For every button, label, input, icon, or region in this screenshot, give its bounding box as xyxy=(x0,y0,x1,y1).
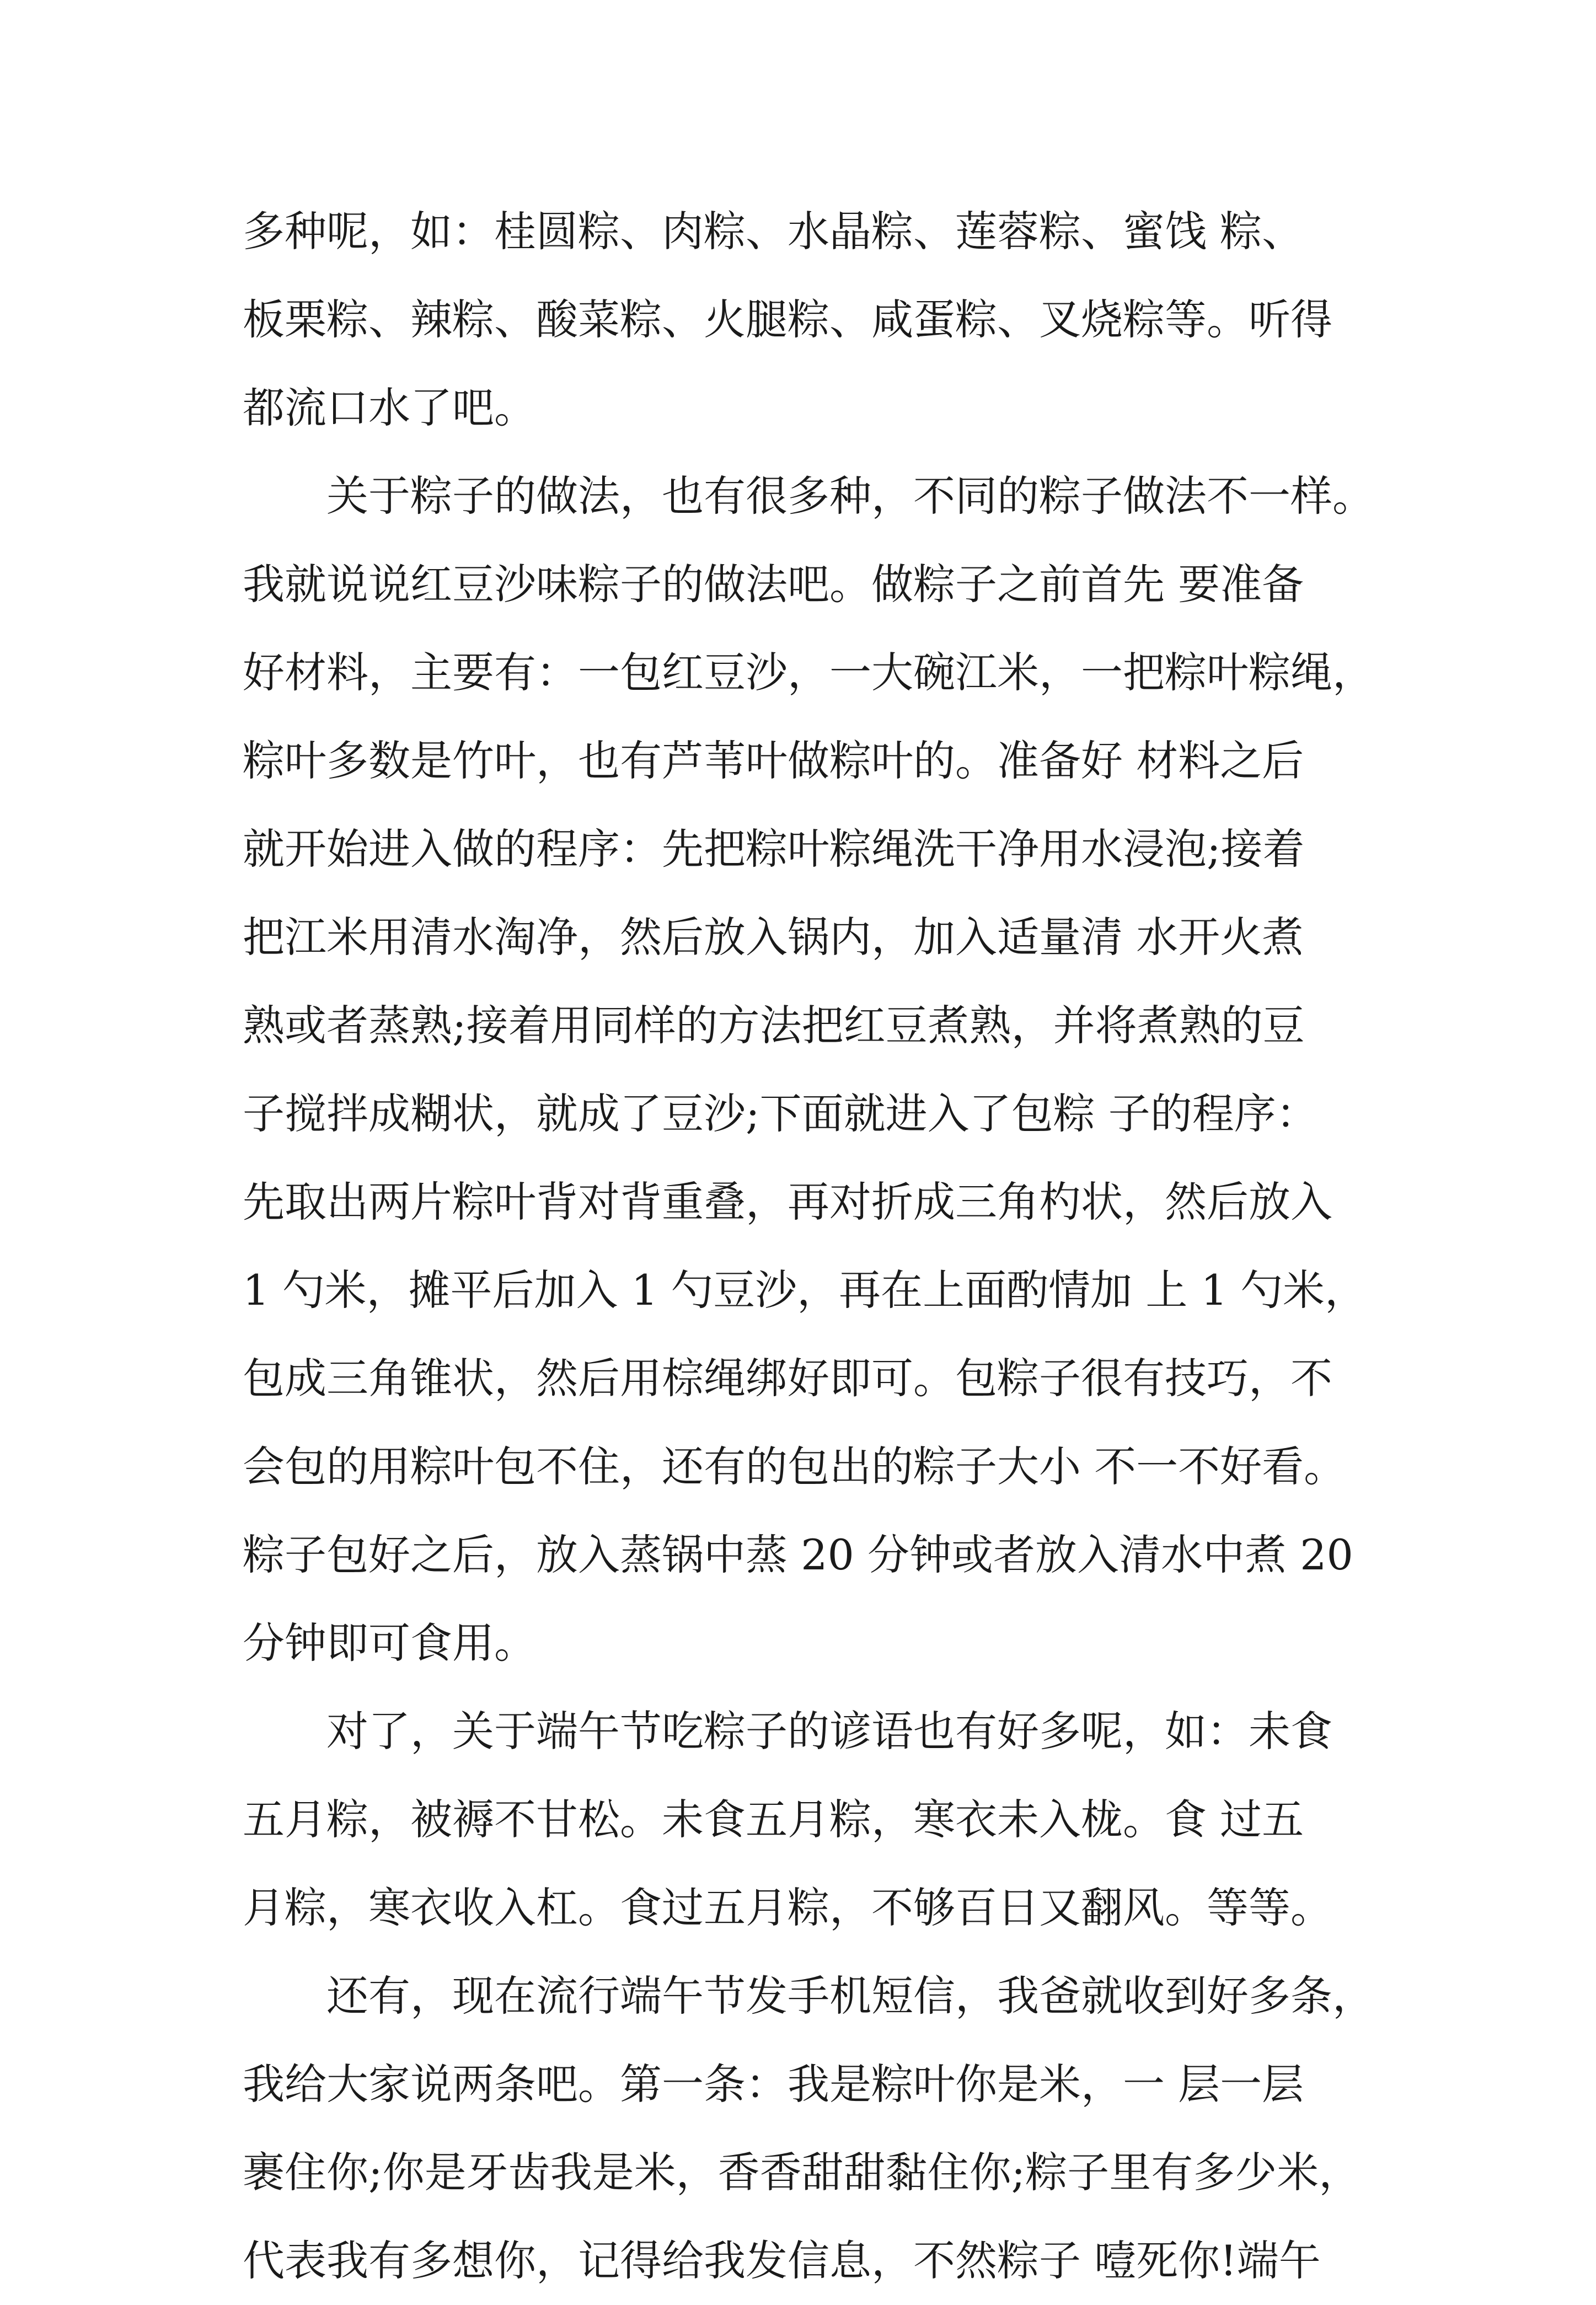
text-line: 关于粽子的做法，也有很多种，不同的粽子做法不一样。 xyxy=(243,471,1374,521)
text-line: 好材料，主要有：一包红豆沙，一大碗江米，一把粽叶粽绳， xyxy=(243,648,1374,697)
text-line: 月粽，寒衣收入杠。食过五月粽，不够百日又翻风。等等。 xyxy=(243,1883,1332,1932)
text-line: 把江米用清水淘净，然后放入锅内，加入适量清 水开火煮 xyxy=(243,913,1304,962)
text-line: 子搅拌成糊状，就成了豆沙;下面就进入了包粽 子的程序： xyxy=(243,1089,1318,1138)
text-line: 就开始进入做的程序：先把粽叶粽绳洗干净用水浸泡;接着 xyxy=(243,824,1305,873)
text-line: 我给大家说两条吧。第一条：我是粽叶你是米，一 层一层 xyxy=(243,2060,1304,2109)
text-line: 分钟即可食用。 xyxy=(243,1618,536,1668)
text-line: 熟或者蒸熟;接着用同样的方法把红豆煮熟，并将煮熟的豆 xyxy=(243,1001,1305,1050)
body-text xyxy=(243,187,1373,2305)
text-line: 多种呢，如：桂圆粽、肉粽、水晶粽、莲蓉粽、蜜饯 粽、 xyxy=(243,207,1304,256)
text-line: 我就说说红豆沙味粽子的做法吧。做粽子之前首先 要准备 xyxy=(243,560,1304,609)
text-line: 板栗粽、辣粽、酸菜粽、火腿粽、咸蛋粽、叉烧粽等。听得 xyxy=(243,295,1332,344)
text-line: 都流口水了吧。 xyxy=(243,383,536,432)
text-line: 五月粽，被褥不甘松。未食五月粽，寒衣未入栊。食 过五 xyxy=(243,1795,1304,1844)
text-line: 包成三角锥状，然后用棕绳绑好即可。包粽子很有技巧，不 xyxy=(243,1354,1332,1403)
text-line: 会包的用粽叶包不住，还有的包出的粽子大小 不一不好看。 xyxy=(243,1442,1346,1491)
text-line: 1 勺米，摊平后加入 1 勺豆沙，再在上面酌情加 上 1 勺米， xyxy=(243,1266,1367,1315)
text-line: 先取出两片粽叶背对背重叠，再对折成三角杓状，然后放入 xyxy=(243,1177,1332,1226)
text-line: 对了，关于端午节吃粽子的谚语也有好多呢，如：未食 xyxy=(243,1707,1332,1756)
text-line: 代表我有多想你，记得给我发信息，不然粽子 噎死你!端午 xyxy=(243,2236,1321,2285)
text-line: 还有，现在流行端午节发手机短信，我爸就收到好多条， xyxy=(243,1971,1374,2020)
text-line: 粽子包好之后，放入蒸锅中蒸 20 分钟或者放入清水中煮 20 xyxy=(243,1530,1353,1579)
text-line: 裹住你;你是牙齿我是米，香香甜甜黏住你;粽子里有多少米， xyxy=(243,2148,1361,2197)
text-line: 粽叶多数是竹叶，也有芦苇叶做粽叶的。准备好 材料之后 xyxy=(243,736,1304,785)
